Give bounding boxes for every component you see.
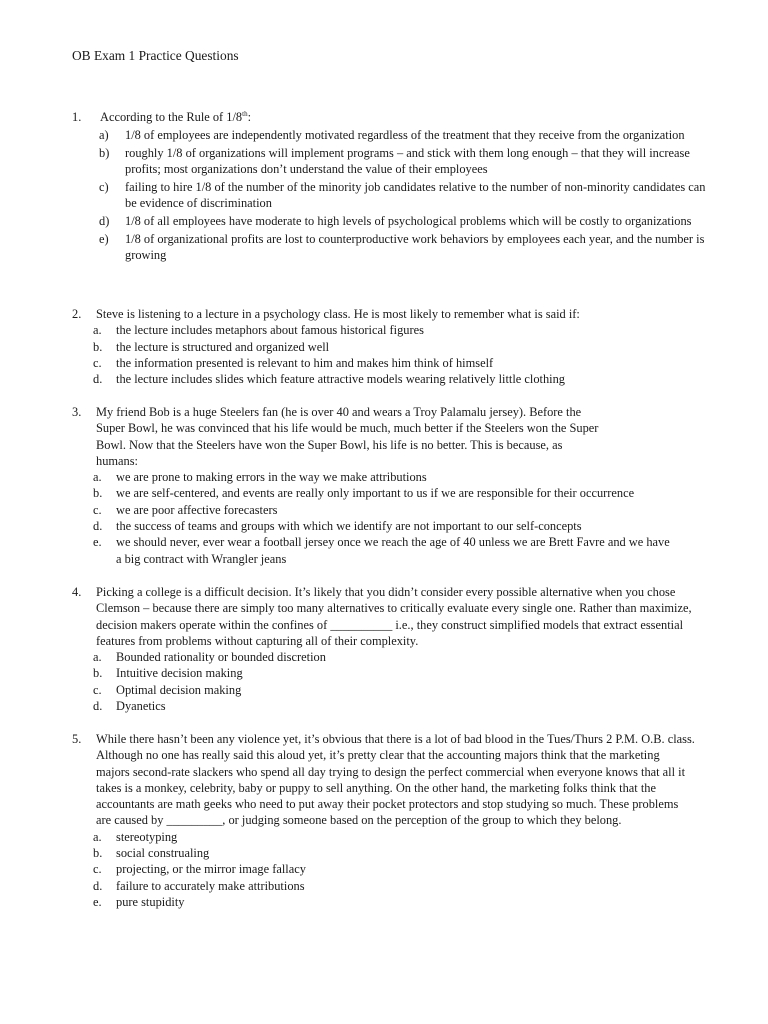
answer-option-a bbox=[72, 829, 712, 845]
option-letter: d. bbox=[93, 699, 103, 714]
answer-option-b bbox=[72, 665, 712, 681]
answer-option-b bbox=[72, 145, 712, 178]
question-stem bbox=[72, 306, 712, 322]
option-list bbox=[72, 469, 712, 567]
ordinal-suffix: th bbox=[242, 109, 248, 118]
option-letter: b. bbox=[93, 846, 103, 861]
option-text: the information presented is relevant to him and makes him think of himself bbox=[116, 355, 494, 370]
option-text: 1/8 of all employees have moderate to high levels of psychological problems which will be costly to organizations bbox=[125, 214, 692, 229]
option-text: stereotyping bbox=[116, 829, 178, 844]
answer-option-e bbox=[72, 231, 712, 264]
question-number: 3. bbox=[72, 405, 82, 419]
answer-option-d bbox=[72, 878, 712, 894]
option-letter: e. bbox=[93, 894, 102, 909]
option-letter: c. bbox=[93, 682, 102, 697]
option-letter: d) bbox=[99, 214, 110, 229]
option-letter: a. bbox=[93, 829, 102, 844]
question-1 bbox=[72, 109, 712, 264]
question-2 bbox=[72, 306, 712, 387]
option-text: the success of teams and groups with which we identify are not important to our self-concepts bbox=[116, 519, 582, 534]
option-letter: b. bbox=[93, 486, 103, 501]
question-stem bbox=[72, 731, 696, 829]
option-text: roughly 1/8 of organizations will implement programs – and stick with them long enough – that they will increase profits; most organizations don’t understand the value of their employees bbox=[125, 145, 690, 177]
question-4 bbox=[72, 584, 712, 714]
option-list bbox=[72, 322, 712, 387]
answer-option-d bbox=[72, 518, 712, 534]
question-text: According to the Rule of 1/8 bbox=[100, 110, 243, 124]
option-text: Intuitive decision making bbox=[116, 666, 243, 681]
option-letter: e. bbox=[93, 535, 102, 550]
option-letter: b. bbox=[93, 666, 103, 681]
answer-option-b bbox=[72, 845, 712, 861]
option-text: 1/8 of organizational profits are lost to counterproductive work behaviors by employees each year, and the number is growing bbox=[125, 232, 705, 263]
answer-option-c bbox=[72, 355, 712, 371]
option-text: failure to accurately make attributions bbox=[116, 878, 305, 893]
option-letter: b) bbox=[99, 145, 110, 160]
answer-option-c bbox=[72, 682, 712, 698]
option-letter: b. bbox=[93, 339, 103, 354]
answer-option-c bbox=[72, 861, 712, 877]
option-letter: c. bbox=[93, 502, 102, 517]
option-list bbox=[72, 649, 712, 714]
option-letter: c. bbox=[93, 862, 102, 877]
option-letter: a. bbox=[93, 323, 102, 338]
answer-option-e bbox=[72, 534, 676, 567]
option-letter: c) bbox=[99, 179, 109, 194]
answer-option-a bbox=[72, 127, 712, 143]
answer-option-b bbox=[72, 339, 712, 355]
option-text: the lecture includes metaphors about famous historical figures bbox=[116, 323, 424, 338]
option-text: Dyanetics bbox=[116, 699, 166, 714]
option-letter: d. bbox=[93, 372, 103, 387]
answer-option-d bbox=[72, 213, 712, 229]
question-number: 5. bbox=[72, 732, 82, 746]
question-number: 2. bbox=[72, 307, 82, 321]
answer-option-e bbox=[72, 894, 712, 910]
option-text: we are poor affective forecasters bbox=[116, 502, 278, 517]
option-letter: d. bbox=[93, 519, 103, 534]
question-number: 4. bbox=[72, 585, 82, 599]
option-letter: c. bbox=[93, 355, 102, 370]
option-text: the lecture is structured and organized well bbox=[116, 339, 330, 354]
question-number: 1. bbox=[72, 110, 82, 124]
option-text: Bounded rationality or bounded discretion bbox=[116, 650, 326, 665]
option-text: projecting, or the mirror image fallacy bbox=[116, 862, 306, 877]
option-text: failing to hire 1/8 of the number of the minority job candidates relative to the number of non-minority candidates can be evidence of discrimination bbox=[125, 179, 706, 211]
option-text: we are prone to making errors in the way we make attributions bbox=[116, 470, 427, 485]
answer-option-c bbox=[72, 502, 712, 518]
question-5 bbox=[72, 731, 712, 910]
question-text-end: : bbox=[247, 110, 252, 124]
option-text: 1/8 of employees are independently motivated regardless of the treatment that they receive from the organization bbox=[125, 127, 685, 142]
question-3 bbox=[72, 404, 712, 567]
option-letter: a. bbox=[93, 650, 102, 665]
answer-option-c bbox=[72, 179, 712, 212]
option-letter: d. bbox=[93, 878, 103, 893]
answer-option-a bbox=[72, 469, 712, 485]
option-text: we are self-centered, and events are really only important to us if we are responsible for their occurrence bbox=[116, 486, 635, 501]
answer-option-d bbox=[72, 698, 712, 714]
answer-option-a bbox=[72, 322, 712, 338]
document-title: OB Exam 1 Practice Questions bbox=[72, 48, 239, 63]
option-text: we should never, ever wear a football jersey once we reach the age of 40 unless we are Brett Favre and we have a big contract with Wrangler jeans bbox=[116, 535, 670, 566]
option-text: social construaling bbox=[116, 846, 210, 861]
option-letter: e) bbox=[99, 232, 109, 247]
option-text: pure stupidity bbox=[116, 894, 185, 909]
answer-option-a bbox=[72, 649, 712, 665]
option-text: Optimal decision making bbox=[116, 682, 242, 697]
question-text: My friend Bob is a huge Steelers fan (he is over 40 and wears a Troy Palamalu jersey). Before the Super Bowl, he was convinced that his life would be much, much better if the Steelers won the Super Bowl. Now that the Steelers have won the Super Bowl, his life is no better. This is because, as humans: bbox=[96, 405, 599, 468]
answer-option-b bbox=[72, 485, 712, 501]
option-letter: a) bbox=[99, 127, 109, 142]
question-stem bbox=[72, 404, 606, 469]
option-list bbox=[72, 127, 712, 264]
question-text: Steve is listening to a lecture in a psychology class. He is most likely to remember what is said if: bbox=[96, 307, 580, 321]
question-stem bbox=[72, 584, 712, 649]
question-text: While there hasn’t been any violence yet, it’s obvious that there is a lot of bad blood in the Tues/Thurs 2 P.M. O.B. class. Although no one has really said this aloud yet, it’s pretty clear that the accounting majors think that the marketing majors second-rate slackers who spend all day trying to design the perfect commercial when everyone knows that all it takes is a monkey, celebrity, baby or puppy to sell anything. On the other hand, the marketing folks think that the accountants are math geeks who need to put away their pocket protectors and stop studying so much. These problems are caused by _________, or judging someone based on the perception of the group to which they belong. bbox=[96, 732, 695, 828]
option-list bbox=[72, 829, 712, 910]
question-text: Picking a college is a difficult decision. It’s likely that you didn’t consider every possible alternative when you chose Clemson – because there are simply too many alternatives to critically evaluate every single one. Rather than maximize, decision makers operate within the confines of __________ i.e., they construct simplified models that extract essential features from problems without capturing all of their complexity. bbox=[96, 585, 692, 648]
option-text: the lecture includes slides which feature attractive models wearing relatively little clothing bbox=[116, 372, 565, 387]
answer-option-d bbox=[72, 371, 712, 387]
option-letter: a. bbox=[93, 470, 102, 485]
question-stem bbox=[72, 109, 712, 125]
